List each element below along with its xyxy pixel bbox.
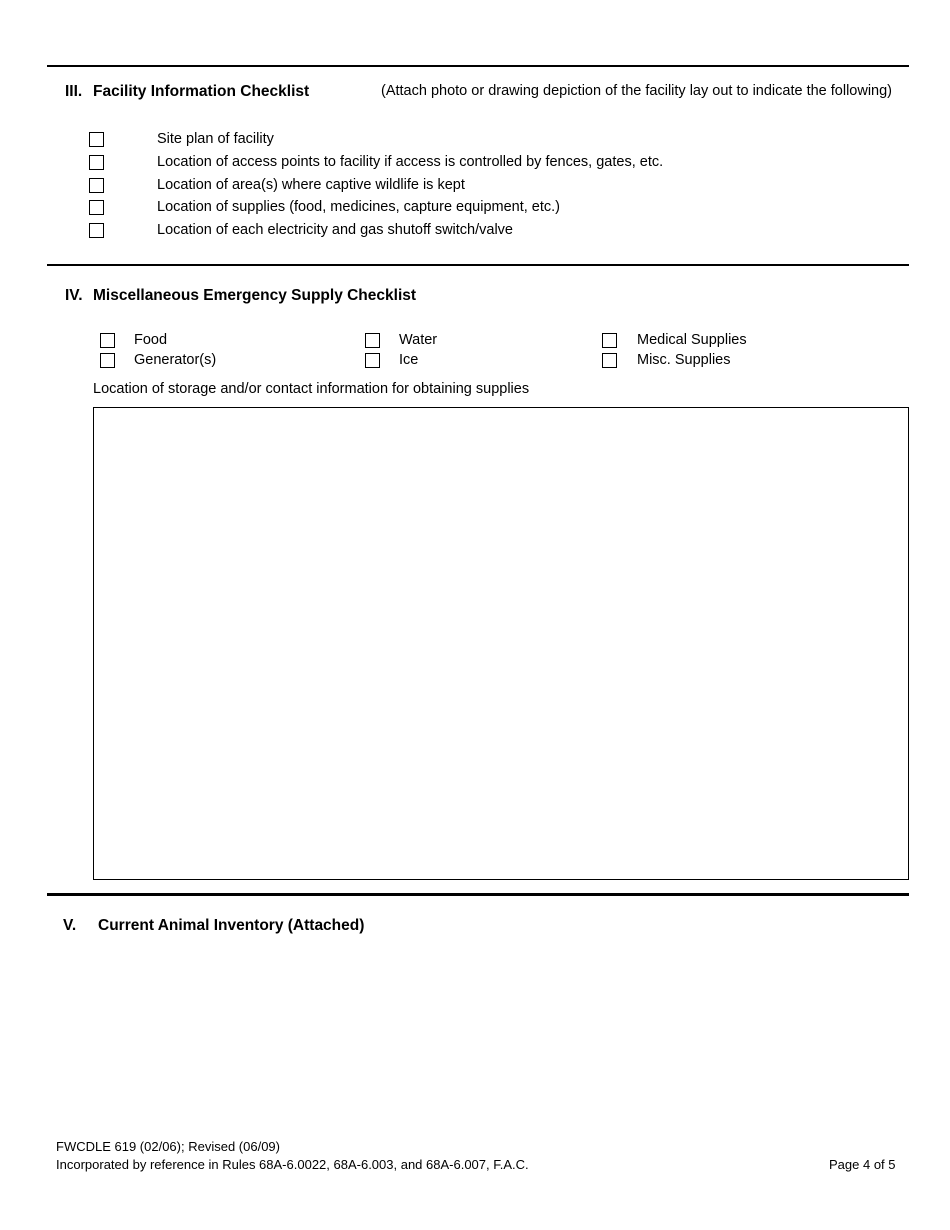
ice-checkbox[interactable] [365,353,380,368]
access-points-label: Location of access points to facility if access is controlled by fences, gates, etc. [157,154,664,170]
section-5-title: Current Animal Inventory (Attached) [98,917,365,934]
medical-supplies-label: Medical Supplies [637,332,747,348]
supplies-location-checkbox[interactable] [89,200,104,215]
site-plan-label: Site plan of facility [157,131,274,147]
supplies-location-label: Location of supplies (food, medicines, capture equipment, etc.) [157,199,561,215]
food-checkbox[interactable] [100,333,115,348]
medical-supplies-checkbox[interactable] [602,333,617,348]
section-3-note: (Attach photo or drawing depiction of the facility lay out to indicate the following) [381,83,893,99]
generators-checkbox[interactable] [100,353,115,368]
section-5-number: V. [63,917,77,934]
access-points-checkbox[interactable] [89,155,104,170]
section-3-number: III. [65,83,83,100]
section-3-title: Facility Information Checklist [93,83,310,100]
wildlife-area-checkbox[interactable] [89,178,104,193]
incorporated-rules: Incorporated by reference in Rules 68A-6.0022, 68A-6.003, and 68A-6.007, F.A.C. [56,1157,529,1172]
food-label: Food [134,332,168,348]
form-id: FWCDLE 619 (02/06); Revised (06/09) [56,1139,280,1154]
misc-supplies-checkbox[interactable] [602,353,617,368]
storage-location-label: Location of storage and/or contact information for obtaining supplies [93,381,530,397]
page-number: Page 4 of 5 [829,1157,896,1172]
shutoff-checkbox[interactable] [89,223,104,238]
generators-label: Generator(s) [134,352,217,368]
site-plan-checkbox[interactable] [89,132,104,147]
section-3-4-divider [47,264,909,266]
storage-location-field[interactable] [93,407,909,880]
wildlife-area-label: Location of area(s) where captive wildlife is kept [157,177,465,193]
water-label: Water [399,332,438,348]
top-rule [47,65,909,67]
misc-supplies-label: Misc. Supplies [637,352,731,368]
section-4-number: IV. [65,287,83,304]
water-checkbox[interactable] [365,333,380,348]
ice-label: Ice [399,352,419,368]
section-4-title: Miscellaneous Emergency Supply Checklist [93,287,417,304]
shutoff-label: Location of each electricity and gas shutoff switch/valve [157,222,513,238]
section-4-5-divider [47,893,909,896]
